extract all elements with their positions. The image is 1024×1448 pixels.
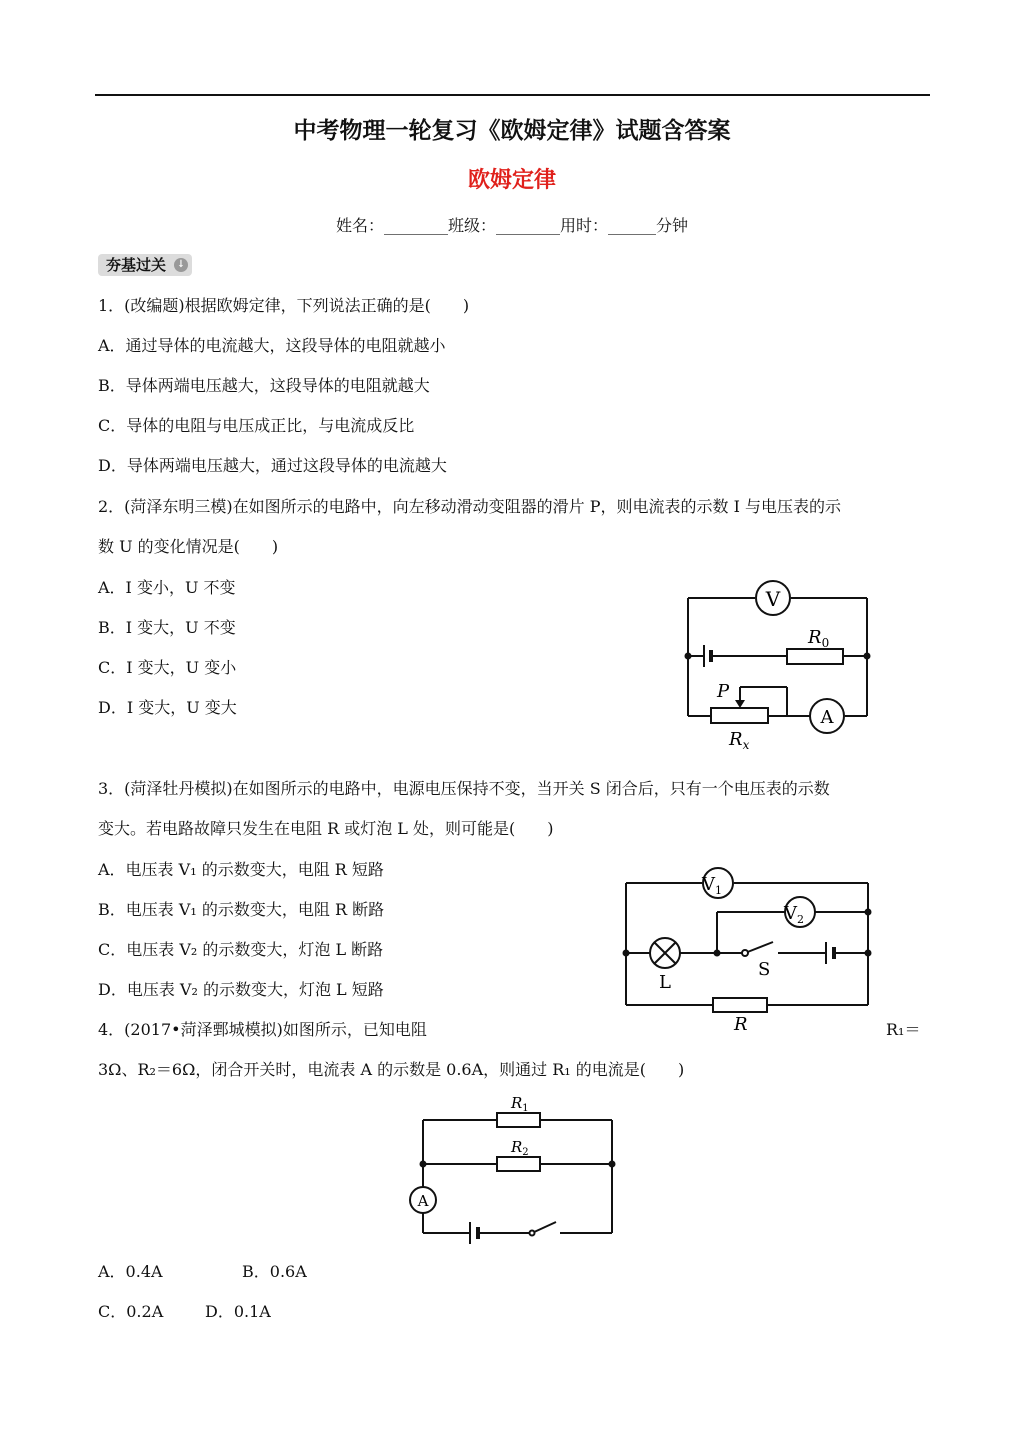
q2-battery (704, 645, 711, 667)
q4-ammeter-label: A (417, 1192, 429, 1210)
q3-junction-right (865, 950, 872, 957)
q2-circuit-diagram (670, 570, 890, 760)
q3-voltmeter-v2 (783, 897, 815, 927)
q4-stem-line2: 3Ω、R₂＝6Ω，闭合开关时，电流表 A 的示数是 0.6A，则通过 R₁ 的电流是( ) (98, 1060, 685, 1079)
q2-voltmeter (756, 581, 790, 615)
q3-circuit-diagram (610, 860, 890, 1040)
q4-resistor-r1 (497, 1113, 540, 1127)
q2-ammeter-label: A (820, 707, 834, 728)
arrow-down-icon: ↓ (174, 258, 188, 272)
q4-option-a: A．0.4A (98, 1262, 163, 1281)
q4-r1-label: $R_1$ (511, 1094, 529, 1114)
q3-option-a: A．电压表 V₁ 的示数变大，电阻 R 短路 (98, 860, 384, 879)
q4-ammeter (410, 1187, 436, 1213)
q2-option-d: D．I 变大，U 变大 (98, 698, 237, 717)
section-badge (98, 254, 192, 276)
q3-switch-contact (742, 950, 748, 956)
q2-option-b: B．I 变大，U 不变 (98, 618, 236, 637)
q2-option-c: C．I 变大，U 变小 (98, 658, 237, 677)
q4-option-c: C．0.2A (98, 1302, 164, 1321)
q2-ammeter (810, 699, 844, 733)
q2-slider-arrow (735, 700, 745, 708)
q3-option-b: B．电压表 V₁ 的示数变大，电阻 R 断路 (98, 900, 385, 919)
q3-stem-line2: 变大。若电路故障只发生在电阻 R 或灯泡 L 处，则可能是( ) (98, 819, 554, 838)
section-badge-label: 夯基过关 (106, 256, 167, 274)
q2-r0-label: $R_0$ (808, 627, 830, 650)
q4-battery (470, 1222, 478, 1244)
svg-text:V1: $V_1$ (702, 874, 722, 897)
q2-stem-line1: 2．(菏泽东明三模)在如图所示的电路中，向左移动滑动变阻器的滑片 P，则电流表的示数 I 与电压表的示 (98, 497, 842, 516)
q2-junction-left (685, 653, 692, 660)
svg-text:V2: $V_2$ (784, 903, 804, 926)
q1-stem: 1．(改编题)根据欧姆定律，下列说法正确的是( ) (98, 296, 470, 315)
q4-junction-right (609, 1161, 616, 1168)
q2-voltmeter-label: V (765, 587, 781, 611)
q4-resistor-r2 (497, 1157, 540, 1171)
q3-junction-mid (714, 950, 721, 957)
page-subtitle: 欧姆定律 (467, 167, 556, 193)
q2-rheostat-rx (711, 708, 768, 723)
q3-resistor (713, 998, 767, 1012)
q3-battery (826, 942, 834, 964)
q3-junction-left (623, 950, 630, 957)
q4-circuit-diagram (400, 1090, 630, 1250)
top-rule (95, 94, 930, 96)
q4-r2-label: $R_2$ (511, 1138, 529, 1158)
page-title: 中考物理一轮复习《欧姆定律》试题含答案 (293, 117, 731, 144)
q4-option-b: B．0.6A (242, 1262, 307, 1281)
q4-stem-right: R₁＝ (886, 1020, 921, 1039)
q3-resistor-label: R (734, 1014, 748, 1035)
q3-option-c: C．电压表 V₂ 的示数变大，灯泡 L 断路 (98, 940, 384, 959)
q2-stem-line2: 数 U 的变化情况是( ) (98, 537, 279, 556)
q4-option-d: D．0.1A (205, 1302, 271, 1321)
q3-stem-line1: 3．(菏泽牡丹模拟)在如图所示的电路中，电源电压保持不变，当开关 S 闭合后，只有一个电压表的示数 (98, 779, 830, 798)
q4-switch-contact (530, 1231, 535, 1236)
q2-slider-label: P (717, 681, 730, 702)
q4-junction-left (420, 1161, 427, 1168)
q2-option-a: A．I 变小，U 不变 (98, 578, 236, 597)
student-info-line: 姓名：________班级：________用时：______分钟 (335, 216, 688, 235)
q2-rx-label: $R_x$ (729, 729, 750, 752)
q1-option-c: C．导体的电阻与电压成正比，与电流成反比 (98, 416, 415, 435)
q1-option-a: A．通过导体的电流越大，这段导体的电阻就越小 (98, 336, 446, 355)
q2-junction-right (864, 653, 871, 660)
q3-junction-right-top (865, 909, 872, 916)
q1-option-b: B．导体两端电压越大，这段导体的电阻就越大 (98, 376, 430, 395)
q3-option-d: D．电压表 V₂ 的示数变大，灯泡 L 短路 (98, 980, 384, 999)
q3-voltmeter-v1 (701, 868, 733, 898)
q2-resistor-r0 (787, 649, 843, 664)
q3-lamp (650, 938, 680, 968)
q3-lamp-label: L (659, 972, 671, 993)
q4-stem-line1: 4．(2017•菏泽鄄城模拟)如图所示，已知电阻 (98, 1020, 427, 1039)
q1-option-d: D．导体两端电压越大，通过这段导体的电流越大 (98, 456, 447, 475)
q3-switch-label: S (758, 959, 771, 980)
